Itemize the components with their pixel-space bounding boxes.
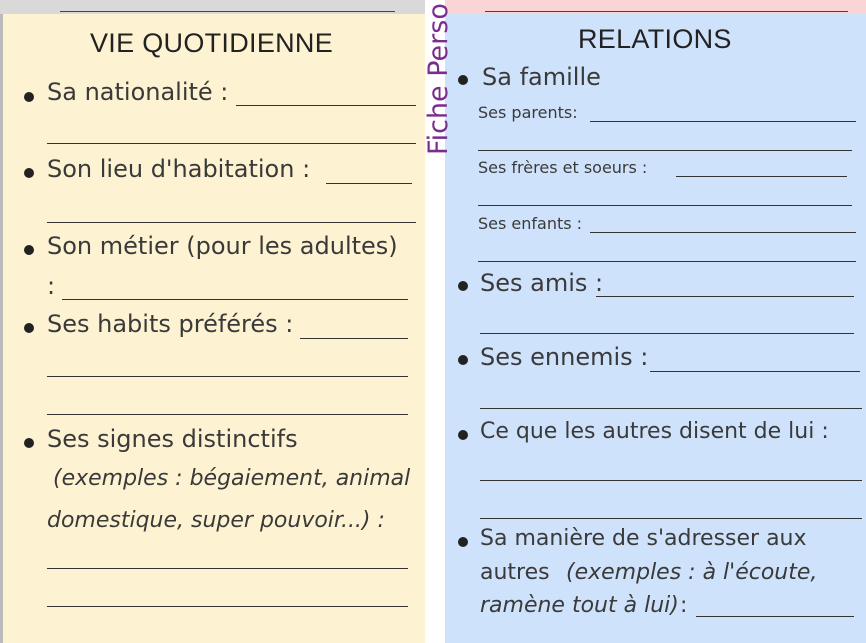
manner-example-line-1: (exemples : à l'écoute, bbox=[566, 560, 818, 585]
top-strip-right bbox=[445, 0, 866, 14]
bullet bbox=[24, 245, 34, 255]
others-say-answer-line[interactable] bbox=[480, 480, 862, 481]
answer-line bbox=[485, 11, 848, 12]
parents-answer-line-2[interactable] bbox=[478, 150, 852, 151]
manner-answer-line[interactable] bbox=[696, 616, 854, 617]
children-answer-line[interactable] bbox=[590, 232, 856, 233]
others-say-label: Ce que les autres disent de lui : bbox=[480, 419, 829, 444]
bullet bbox=[24, 168, 34, 178]
top-strip-left bbox=[0, 0, 425, 14]
signs-example-line-2: domestique, super pouvoir...) : bbox=[47, 508, 385, 533]
relations-heading: RELATIONS bbox=[578, 24, 732, 54]
bullet bbox=[458, 281, 468, 291]
daily-life-heading: VIE QUOTIDIENNE bbox=[90, 28, 334, 58]
signs-answer-line[interactable] bbox=[47, 568, 408, 569]
residence-answer-line[interactable] bbox=[326, 183, 412, 184]
nationality-answer-line-2[interactable] bbox=[47, 143, 416, 144]
children-answer-line-2[interactable] bbox=[478, 261, 856, 262]
manner-label-line-2: autres bbox=[480, 560, 550, 585]
signs-example-line-1: (exemples : bégaiement, animal bbox=[53, 466, 411, 491]
manner-example-line-2: ramène tout à lui) bbox=[480, 593, 679, 618]
children-label: Ses enfants : bbox=[478, 214, 583, 233]
clothes-answer-line-2[interactable] bbox=[47, 376, 408, 377]
signs-answer-line-2[interactable] bbox=[47, 606, 408, 607]
bullet bbox=[458, 75, 468, 85]
job-answer-line[interactable] bbox=[62, 299, 408, 300]
others-say-answer-line-2[interactable] bbox=[480, 518, 862, 519]
enemies-label: Ses ennemis : bbox=[480, 343, 649, 371]
sheet-title-text: Fiche Perso bbox=[423, 3, 454, 155]
residence-answer-line-2[interactable] bbox=[47, 222, 416, 223]
bullet bbox=[24, 438, 34, 448]
bullet bbox=[24, 323, 34, 333]
bullet bbox=[458, 355, 468, 365]
friends-answer-line[interactable] bbox=[596, 296, 854, 297]
friends-label: Ses amis : bbox=[480, 269, 604, 297]
nationality-label: Sa nationalité : bbox=[47, 78, 229, 106]
bullet bbox=[458, 430, 468, 440]
siblings-answer-line[interactable] bbox=[676, 176, 847, 177]
signs-label: Ses signes distinctifs bbox=[47, 425, 298, 453]
bullet bbox=[458, 537, 468, 547]
job-label: Son métier (pour les adultes) bbox=[47, 232, 398, 260]
answer-line bbox=[60, 11, 395, 12]
residence-label: Son lieu d'habitation : bbox=[47, 155, 311, 183]
clothes-label: Ses habits préférés : bbox=[47, 310, 294, 338]
clothes-answer-line-3[interactable] bbox=[47, 414, 408, 415]
enemies-answer-line-2[interactable] bbox=[480, 408, 862, 409]
sheet-title-vertical bbox=[418, 0, 456, 160]
siblings-answer-line-2[interactable] bbox=[478, 205, 852, 206]
enemies-answer-line[interactable] bbox=[650, 371, 860, 372]
parents-label: Ses parents: bbox=[478, 103, 578, 122]
manner-label-line-1: Sa manière de s'adresser aux bbox=[480, 526, 807, 551]
siblings-label: Ses frères et soeurs : bbox=[478, 158, 648, 177]
job-colon: : bbox=[47, 272, 56, 300]
friends-answer-line-2[interactable] bbox=[480, 333, 854, 334]
clothes-answer-line[interactable] bbox=[300, 338, 408, 339]
manner-colon: : bbox=[680, 593, 688, 618]
bullet bbox=[24, 92, 34, 102]
parents-answer-line[interactable] bbox=[590, 121, 856, 122]
panel-border bbox=[0, 14, 3, 643]
family-label: Sa famille bbox=[482, 63, 601, 91]
nationality-answer-line[interactable] bbox=[236, 105, 416, 106]
